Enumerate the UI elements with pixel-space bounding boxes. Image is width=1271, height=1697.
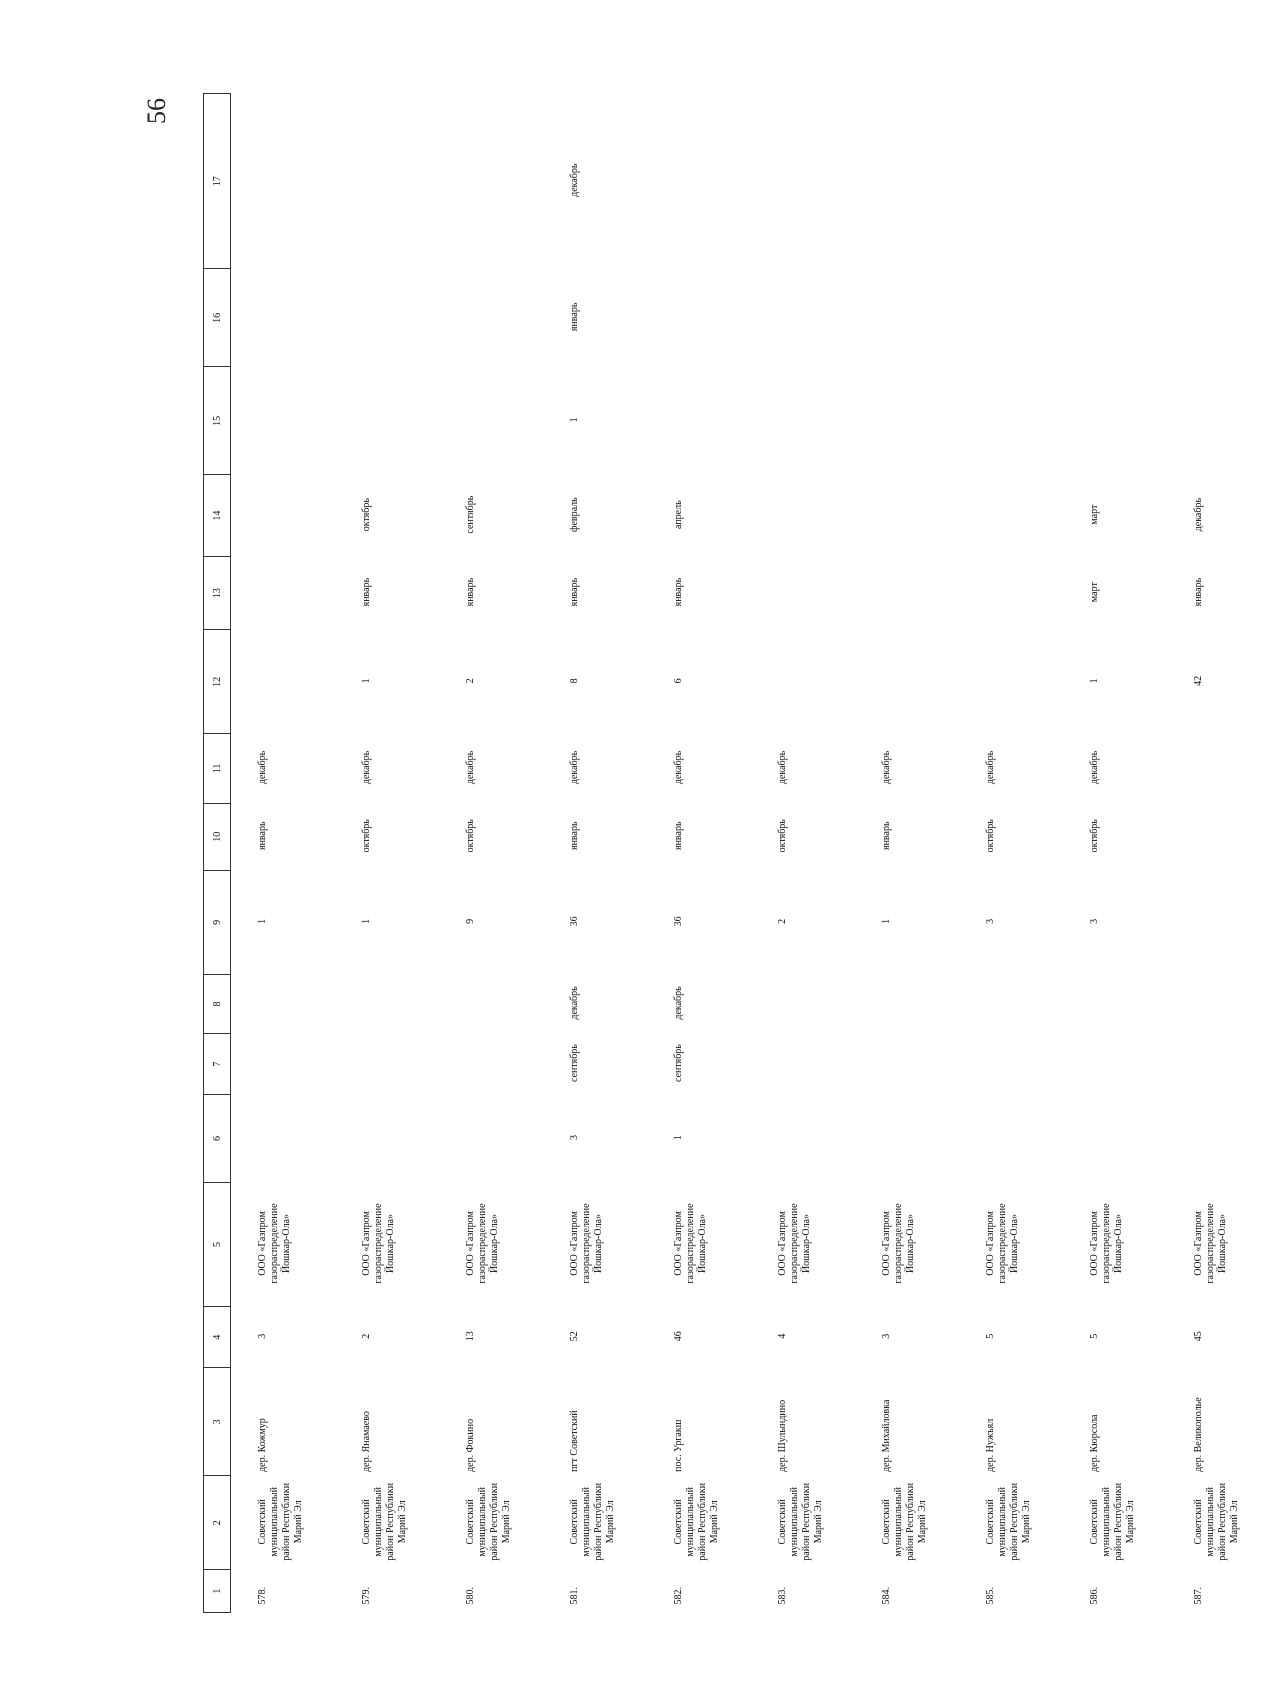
col16-cell: январь [569, 302, 580, 332]
locality-cell: дер. Кожмур [257, 1418, 268, 1472]
col14-cell: декабрь [1193, 497, 1204, 532]
column-header: 1 [204, 1570, 231, 1613]
col14-cell: октябрь [361, 498, 372, 532]
table-body [231, 94, 1271, 1613]
col17-cell [751, 94, 855, 269]
col11-cell: декабрь [985, 750, 996, 785]
organization-cell: ООО «Газпром газораспределение Йошкар-Ола» [1193, 1203, 1228, 1284]
district-cell: Советский муниципальный район Республики Марий Эл [257, 1482, 304, 1561]
col6-cell: 3 [569, 1135, 580, 1140]
col12-cell [231, 630, 336, 734]
district-cell: Советский муниципальный район Республики Марий Эл [569, 1482, 616, 1561]
locality-cell: пгт Советский [569, 1410, 580, 1472]
col9-cell: 9 [465, 918, 476, 924]
col11-cell: декабрь [361, 750, 372, 785]
col15-cell [231, 367, 336, 475]
organization-cell: ООО «Газпром газораспределение Йошкар-Ола» [257, 1203, 292, 1284]
column-header: 8 [204, 974, 231, 1033]
col17-cell [439, 94, 543, 269]
col9-cell [1167, 870, 1271, 974]
table-row [1063, 94, 1167, 1613]
row-number: 586. [1089, 1587, 1100, 1605]
col12-cell: 1 [361, 678, 372, 684]
col8-cell [439, 974, 543, 1033]
col7-cell: сентябрь [569, 1044, 580, 1082]
col15-cell [751, 367, 855, 475]
col6-cell [231, 1095, 336, 1183]
district-cell: Советский муниципальный район Республики Марий Эл [881, 1482, 928, 1561]
col10-cell: октябрь [777, 819, 788, 853]
row-number: 579. [361, 1587, 372, 1605]
col8-cell [751, 974, 855, 1033]
count-cell: 4 [777, 1333, 788, 1339]
district-cell: Советский муниципальный район Республики Марий Эл [673, 1482, 720, 1561]
col11-cell: декабрь [777, 750, 788, 785]
row-number: 581. [569, 1587, 580, 1605]
col16-cell [959, 269, 1063, 367]
district-cell: Советский муниципальный район Республики Марий Эл [1089, 1482, 1136, 1561]
col7-cell [335, 1034, 439, 1095]
col12-cell: 2 [465, 678, 476, 684]
count-cell: 52 [569, 1331, 580, 1342]
count-cell: 13 [465, 1331, 476, 1342]
col14-cell [959, 475, 1063, 557]
col13-cell [855, 556, 959, 629]
col8-cell: декабрь [569, 986, 580, 1020]
organization-cell: ООО «Газпром газораспределение Йошкар-Ола» [673, 1203, 708, 1284]
column-header: 11 [204, 734, 231, 803]
col7-cell [855, 1034, 959, 1095]
rotated-table-container [203, 93, 1240, 1613]
col17-cell [1063, 94, 1167, 269]
col15-cell [647, 367, 751, 475]
table-row [959, 94, 1063, 1613]
column-header: 14 [204, 475, 231, 557]
col10-cell: январь [673, 821, 684, 851]
col13-cell [959, 556, 1063, 629]
col13-cell: январь [465, 577, 476, 607]
count-cell: 2 [361, 1333, 372, 1339]
count-cell: 46 [673, 1331, 684, 1342]
organization-cell: ООО «Газпром газораспределение Йошкар-Ола» [361, 1203, 396, 1284]
col15-cell [335, 367, 439, 475]
col7-cell [751, 1034, 855, 1095]
column-header: 5 [204, 1182, 231, 1306]
row-number: 582. [673, 1587, 684, 1605]
col7-cell [231, 1034, 336, 1095]
table-header [204, 94, 231, 1613]
col12-cell: 1 [1089, 678, 1100, 684]
col10-cell: январь [881, 821, 892, 851]
column-header: 6 [204, 1095, 231, 1183]
col8-cell [959, 974, 1063, 1033]
column-header: 7 [204, 1034, 231, 1095]
col16-cell [439, 269, 543, 367]
table-row [335, 94, 439, 1613]
col15-cell [959, 367, 1063, 475]
table-row [543, 94, 647, 1613]
table-row [751, 94, 855, 1613]
col17-cell [647, 94, 751, 269]
col9-cell: 2 [777, 918, 788, 924]
col6-cell: 1 [673, 1135, 684, 1140]
col17-cell [1167, 94, 1271, 269]
count-cell: 45 [1193, 1331, 1204, 1342]
column-header: 15 [204, 367, 231, 475]
district-cell: Советский муниципальный район Республики Марий Эл [777, 1482, 824, 1561]
column-header: 4 [204, 1307, 231, 1368]
col13-cell: январь [361, 577, 372, 607]
locality-cell: дер. Кюрсола [1089, 1414, 1100, 1472]
col9-cell: 3 [985, 918, 996, 924]
col16-cell [751, 269, 855, 367]
organization-cell: ООО «Газпром газораспределение Йошкар-Ола» [1089, 1203, 1124, 1284]
col10-cell [1167, 803, 1271, 870]
row-number: 583. [777, 1587, 788, 1605]
column-header: 2 [204, 1476, 231, 1570]
organization-cell: ООО «Газпром газораспределение Йошкар-Ола» [465, 1203, 500, 1284]
col15-cell: 1 [569, 417, 580, 423]
col16-cell [335, 269, 439, 367]
col14-cell: февраль [569, 497, 580, 533]
column-header: 13 [204, 556, 231, 629]
district-cell: Советский муниципальный район Республики Марий Эл [985, 1482, 1032, 1561]
table-row [1167, 94, 1271, 1613]
col6-cell [335, 1095, 439, 1183]
col17-cell: декабрь [569, 163, 580, 197]
locality-cell: дер. Фокино [465, 1418, 476, 1472]
col15-cell [439, 367, 543, 475]
row-number: 584. [881, 1587, 892, 1605]
count-cell: 5 [1089, 1333, 1100, 1339]
column-header: 12 [204, 630, 231, 734]
col13-cell [751, 556, 855, 629]
table-row [439, 94, 543, 1613]
col12-cell: 8 [569, 678, 580, 684]
col14-cell: март [1089, 504, 1100, 525]
count-cell: 3 [881, 1333, 892, 1339]
col8-cell [335, 974, 439, 1033]
col6-cell [959, 1095, 1063, 1183]
col17-cell [231, 94, 336, 269]
col16-cell [855, 269, 959, 367]
col7-cell [959, 1034, 1063, 1095]
col8-cell [855, 974, 959, 1033]
col14-cell: сентябрь [465, 495, 476, 534]
col10-cell: октябрь [361, 819, 372, 853]
col12-cell [855, 630, 959, 734]
locality-cell: дер. Янамаево [361, 1411, 372, 1472]
col10-cell: октябрь [1089, 819, 1100, 853]
col16-cell [1167, 269, 1271, 367]
col7-cell: сентябрь [673, 1044, 684, 1082]
col12-cell [959, 630, 1063, 734]
organization-cell: ООО «Газпром газораспределение Йошкар-Ола» [881, 1203, 916, 1284]
locality-cell: пос. Ургакш [673, 1419, 684, 1472]
row-number: 585. [985, 1587, 996, 1605]
column-number-row [204, 94, 231, 1613]
col13-cell: январь [569, 577, 580, 607]
col11-cell: декабрь [673, 750, 684, 785]
col12-cell [751, 630, 855, 734]
col9-cell: 36 [673, 916, 684, 927]
col17-cell [335, 94, 439, 269]
col10-cell: октябрь [985, 819, 996, 853]
organization-cell: ООО «Газпром газораспределение Йошкар-Ола» [569, 1203, 604, 1284]
col6-cell [1167, 1095, 1271, 1183]
district-cell: Советский муниципальный район Республики Марий Эл [361, 1482, 408, 1561]
col9-cell: 3 [1089, 918, 1100, 924]
col9-cell: 1 [881, 918, 892, 924]
col12-cell: 42 [1193, 675, 1204, 686]
col6-cell [439, 1095, 543, 1183]
col14-cell [855, 475, 959, 557]
locality-cell: дер. Михайловка [881, 1399, 892, 1472]
col9-cell: 1 [257, 918, 268, 924]
col16-cell [647, 269, 751, 367]
col7-cell [439, 1034, 543, 1095]
col7-cell [1167, 1034, 1271, 1095]
col14-cell [751, 475, 855, 557]
gasification-schedule-table [203, 93, 1271, 1613]
col8-cell [1063, 974, 1167, 1033]
organization-cell: ООО «Газпром газораспределение Йошкар-Ола» [777, 1203, 812, 1284]
col11-cell: декабрь [1089, 750, 1100, 785]
count-cell: 3 [257, 1333, 268, 1339]
column-header: 16 [204, 269, 231, 367]
table-row [855, 94, 959, 1613]
organization-cell: ООО «Газпром газораспределение Йошкар-Ола» [985, 1203, 1020, 1284]
col11-cell: декабрь [257, 750, 268, 785]
table-row [231, 94, 336, 1613]
col8-cell [1167, 974, 1271, 1033]
col15-cell [1167, 367, 1271, 475]
locality-cell: дер. Нужъял [985, 1418, 996, 1472]
col9-cell: 1 [361, 918, 372, 924]
col10-cell: январь [257, 821, 268, 851]
col13-cell: январь [1193, 577, 1204, 607]
column-header: 10 [204, 803, 231, 870]
col17-cell [959, 94, 1063, 269]
col11-cell: декабрь [465, 750, 476, 785]
locality-cell: дер. Шулындино [777, 1399, 788, 1472]
count-cell: 5 [985, 1333, 996, 1339]
col16-cell [1063, 269, 1167, 367]
col13-cell [231, 556, 336, 629]
col6-cell [1063, 1095, 1167, 1183]
col12-cell: 6 [673, 678, 684, 684]
col8-cell: декабрь [673, 986, 684, 1020]
row-number: 578. [257, 1587, 268, 1605]
col9-cell: 36 [569, 916, 580, 927]
column-header: 17 [204, 94, 231, 269]
col15-cell [1063, 367, 1167, 475]
col6-cell [855, 1095, 959, 1183]
col13-cell: март [1089, 582, 1100, 603]
col11-cell: декабрь [569, 750, 580, 785]
col15-cell [855, 367, 959, 475]
col14-cell [231, 475, 336, 557]
district-cell: Советский муниципальный район Республики Марий Эл [465, 1482, 512, 1561]
column-header: 3 [204, 1368, 231, 1476]
table-row [647, 94, 751, 1613]
col16-cell [231, 269, 336, 367]
col11-cell: декабрь [881, 750, 892, 785]
row-number: 580. [465, 1587, 476, 1605]
col13-cell: январь [673, 577, 684, 607]
col6-cell [751, 1095, 855, 1183]
locality-cell: дер. Великополье [1193, 1397, 1204, 1472]
col7-cell [1063, 1034, 1167, 1095]
col10-cell: январь [569, 821, 580, 851]
column-header: 9 [204, 870, 231, 974]
row-number: 587. [1193, 1587, 1204, 1605]
col17-cell [855, 94, 959, 269]
page-number: 56 [142, 98, 171, 124]
district-cell: Советский муниципальный район Республики Марий Эл [1193, 1482, 1240, 1561]
col14-cell: апрель [673, 500, 684, 529]
col11-cell [1167, 734, 1271, 803]
col10-cell: октябрь [465, 819, 476, 853]
col8-cell [231, 974, 336, 1033]
